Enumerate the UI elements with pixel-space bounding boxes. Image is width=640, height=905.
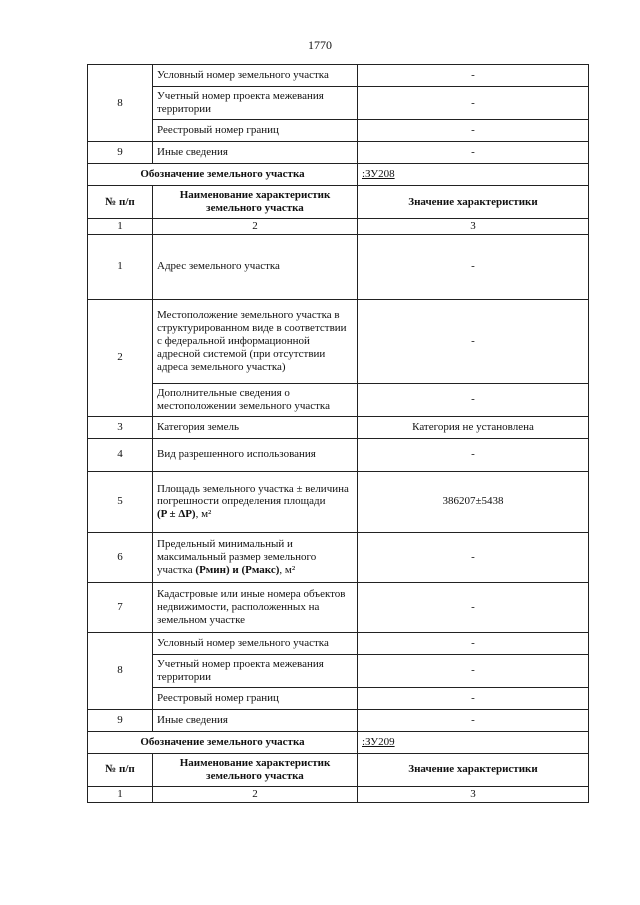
row-number: 5 (88, 471, 153, 532)
row-label (153, 532, 358, 582)
table-row (88, 687, 589, 709)
row-number: 4 (88, 438, 153, 471)
index-cell: 2 (153, 786, 358, 802)
area-unit: , м² (195, 508, 212, 521)
row-label: Учетный номер проекта межевания территории (153, 87, 358, 120)
row-label: Дополнительные сведения о местоположении земельного участка (153, 383, 358, 416)
row-label: Реестровый номер границ (153, 687, 358, 709)
table-row (88, 582, 589, 632)
row-value: - (358, 142, 589, 164)
row-value: - (358, 65, 589, 87)
row-number: 1 (88, 234, 153, 299)
parcel-code-text: :ЗУ208 (362, 168, 395, 181)
row-label: Учетный номер проекта межевания территории (153, 654, 358, 687)
row-value: - (358, 438, 589, 471)
row-label: Адрес земельного участка (153, 234, 358, 299)
header-name: Наименование характеристик земельного участка (153, 186, 358, 219)
table-row (88, 299, 589, 383)
header-value: Значение характеристики (358, 753, 589, 786)
table-row (88, 709, 589, 731)
table-row (88, 654, 589, 687)
row-number: 8 (88, 65, 153, 142)
row-value: - (358, 654, 589, 687)
row-value: - (358, 582, 589, 632)
row-label: Кадастровые или иные номера объектов недвижимости, расположенных на земельном участке (153, 582, 358, 632)
designation-row (88, 731, 589, 753)
designation-label: Обозначение земельного участка (88, 731, 358, 753)
row-label: Условный номер земельного участка (153, 632, 358, 654)
index-cell: 3 (358, 219, 589, 235)
row-label: Иные сведения (153, 142, 358, 164)
size-formula: (Pмин) и (Pмакс) (195, 563, 280, 576)
row-label: Вид разрешенного использования (153, 438, 358, 471)
row-label: Местоположение земельного участка в структурированном виде в соответствии с федеральной информационной адресной системой (при отсутствии адреса земельного участка) (153, 299, 358, 383)
row-value: Категория не установлена (358, 416, 589, 438)
index-cell: 3 (358, 786, 589, 802)
table-row (88, 87, 589, 120)
parcel-code (358, 731, 589, 753)
row-label: Иные сведения (153, 709, 358, 731)
row-label-text: Предельный минимальный и максимальный размер земельного участка (157, 538, 317, 576)
index-cell: 2 (153, 219, 358, 235)
header-value: Значение характеристики (358, 186, 589, 219)
header-name: Наименование характеристик земельного участка (153, 753, 358, 786)
parcel-code-text: :ЗУ209 (362, 735, 395, 748)
row-value: - (358, 299, 589, 383)
area-formula: (P ± ΔP) (157, 508, 196, 521)
row-label: Условный номер земельного участка (153, 65, 358, 87)
table-row (88, 532, 589, 582)
row-value: - (358, 532, 589, 582)
table-row (88, 416, 589, 438)
row-value: - (358, 632, 589, 654)
table-row (88, 142, 589, 164)
table-row (88, 120, 589, 142)
table-row (88, 438, 589, 471)
row-value: - (358, 709, 589, 731)
row-number: 2 (88, 299, 153, 416)
designation-row (88, 164, 589, 186)
land-parcel-table (87, 64, 589, 803)
row-number: 7 (88, 582, 153, 632)
index-cell: 1 (88, 219, 153, 235)
row-label: Реестровый номер границ (153, 120, 358, 142)
table-row (88, 65, 589, 87)
index-cell: 1 (88, 786, 153, 802)
row-label-text: Площадь земельного участка ± величина погрешности определения площади (157, 482, 349, 508)
header-row (88, 186, 589, 219)
row-number: 9 (88, 142, 153, 164)
table-row (88, 471, 589, 532)
header-num: № п/п (88, 186, 153, 219)
header-row (88, 753, 589, 786)
row-value: - (358, 234, 589, 299)
area-value: 386207±5438 (358, 471, 589, 532)
row-number: 8 (88, 632, 153, 709)
header-num: № п/п (88, 753, 153, 786)
table-row (88, 383, 589, 416)
row-value: - (358, 87, 589, 120)
row-value: - (358, 687, 589, 709)
row-value: - (358, 383, 589, 416)
row-label: Категория земель (153, 416, 358, 438)
index-row (88, 219, 589, 235)
row-number: 6 (88, 532, 153, 582)
designation-label: Обозначение земельного участка (88, 164, 358, 186)
table-row (88, 632, 589, 654)
parcel-code (358, 164, 589, 186)
row-number: 9 (88, 709, 153, 731)
size-unit: , м² (279, 563, 296, 576)
index-row (88, 786, 589, 802)
row-value: - (358, 120, 589, 142)
row-label (153, 471, 358, 532)
page-number: 1770 (308, 38, 332, 52)
row-number: 3 (88, 416, 153, 438)
table-row (88, 234, 589, 299)
